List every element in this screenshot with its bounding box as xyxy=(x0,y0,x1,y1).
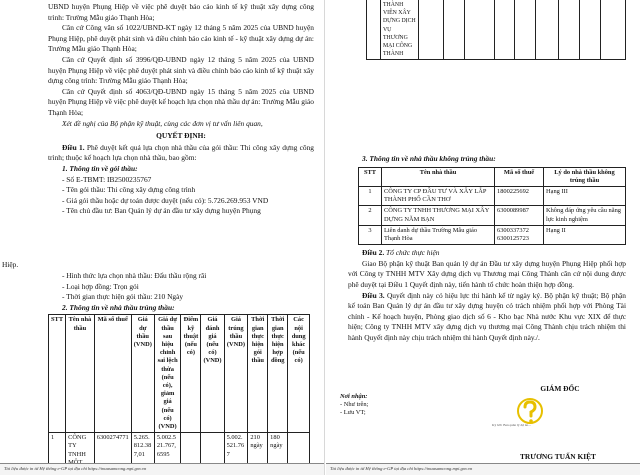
cell-time1: 210 ngày xyxy=(248,433,268,469)
th-reason: Lý do nhà thầu không trúng thầu xyxy=(544,167,626,186)
footer-right: Tài liệu được in từ Hệ thống e-GP tại địa chỉ https://muasamcong.mpi.gov.vn xyxy=(326,463,640,475)
info-line: - Giá gói thầu hoặc dự toán được duyệt (nếu có): 5.726.269.953 VND xyxy=(62,195,269,205)
dieu2-text: Giao Bộ phận kỹ thuật Ban quản lý dự án Đầu tư xây dựng huyện Phụng Hiệp phối hợp với Công ty TNHH MTV Xây dựng dịch vụ Thương mại Công Thành căn cứ nội dung được phê duyệt tại Điều 1 Quyết định này, tiến hành tổ chức hoàn thiện hợp đồng. xyxy=(348,258,626,289)
cell-blank xyxy=(514,0,535,60)
dieu2-title: Tổ chức thực hiện xyxy=(386,248,440,258)
left-body xyxy=(48,2,314,217)
cell-tax: 1800225692 xyxy=(495,187,544,206)
info-continuation: Hiệp. xyxy=(2,260,19,269)
dieu3-label: Điều 3. xyxy=(362,290,385,300)
table-header-row xyxy=(49,315,310,433)
intro-line-3: Căn cứ Quyết định số 4063/QĐ-UBND ngày 15 tháng 5 năm 2025 của UBND huyện Phụng Hiệp về việc phê duyệt kế hoạch lựa chọn nhà thầu dự án: Trường Mẫu giáo Thạnh Hòa; xyxy=(48,86,314,117)
document-page-right xyxy=(326,0,640,475)
dieu1 xyxy=(48,143,314,164)
dieu1-text: Phê duyệt kết quả lựa chọn nhà thầu của gói thầu: Thi công xây dựng công trình; thuộc kế hoạch lựa chọn nhà thầu, bao gồm: xyxy=(48,142,314,163)
cell-blank xyxy=(443,0,464,60)
th-name: Tên nhà thầu xyxy=(382,167,495,186)
cell-blank xyxy=(465,0,495,60)
dieu2 xyxy=(348,248,626,259)
winner-table xyxy=(48,314,310,469)
th-score: Điểm kỹ thuật (nếu có) xyxy=(181,315,201,433)
cell-stt: 1 xyxy=(359,187,382,206)
cell-time2: 180 ngày xyxy=(268,433,288,469)
loser-table xyxy=(358,167,626,246)
info-line: - Số E-TBMT: IB2500235767 xyxy=(62,174,152,184)
th-stt: STT xyxy=(49,315,66,433)
th-tax: Mã số thuế xyxy=(94,315,131,433)
cell-blank xyxy=(535,0,558,60)
th-other: Các nội dung khác (nếu có) xyxy=(288,315,310,433)
intro-line-0: UBND huyện Phụng Hiệp về việc phê duyệt báo cáo kinh tế kỹ thuật xây dựng công trình: Trường Mẫu giáo Thạnh Hòa; xyxy=(48,2,314,22)
cell-blank xyxy=(419,0,444,60)
section1-title: 1. Thông tin về gói thầu: xyxy=(62,163,138,173)
th-time1: Thời gian thực hiện gói thầu xyxy=(248,315,268,433)
cell-blank xyxy=(558,0,579,60)
recipient-item: - Như trên; xyxy=(340,401,369,408)
cell-tax: 6300274771 xyxy=(94,433,131,469)
cell-reason: Hạng II xyxy=(544,225,626,244)
signature-question-icon xyxy=(492,397,554,437)
cell-adjusted: 5.002.521.767,6595 xyxy=(154,433,181,469)
decision-heading: QUYẾT ĐỊNH: xyxy=(156,131,206,141)
left-body-2 xyxy=(48,271,314,469)
intro-line-1: Căn cứ Công văn số 1022/UBND-KT ngày 12 tháng 5 năm 2025 của UBND huyện Phụng Hiệp, phê duyệt phát sinh và điều chỉnh báo cáo kinh tế - kỹ thuật xây dựng dự án: Trường Mẫu giáo Thạnh Hòa; xyxy=(48,23,314,54)
info-line: - Loại hợp đồng: Trọn gói xyxy=(62,281,139,291)
cell-win: 5.002.521.767 xyxy=(224,433,248,469)
cell-name: CÔNG TY TNHH THƯƠNG MẠI XÂY DỰNG NĂM BẠN xyxy=(382,206,495,225)
table-row xyxy=(367,0,626,60)
footer-left: Tài liệu được in từ Hệ thống e-GP tại địa chỉ https://muasamcong.mpi.gov.vn xyxy=(0,463,324,475)
th-name: Tên nhà thầu xyxy=(66,315,95,433)
winner-table-continued xyxy=(366,0,626,60)
recipients-label: Nơi nhận: xyxy=(340,393,368,400)
cell-name: CÔNG TY TNHH xyxy=(66,433,95,469)
recipient-item: - Lưu VT; xyxy=(340,409,366,416)
cell-stt: 3 xyxy=(359,225,382,244)
th-stt: STT xyxy=(359,167,382,186)
cell-name: CÔNG TY CP ĐẦU TƯ VÀ XÂY LẮP THÀNH PHỐ CẦN THƠ xyxy=(382,187,495,206)
info-line: - Thời gian thực hiện gói thầu: 210 Ngày xyxy=(62,292,184,302)
recipients xyxy=(340,393,450,417)
dieu3-text: Quyết định này có hiệu lực thi hành kể từ ngày ký. Bộ phận kỹ thuật; Bộ phận kế toán Ban Quản lý dự án đầu tư xây dựng huyện có trách nhiệm phối hợp với Phòng Tài chính - Kế hoạch huyện, Phòng giao dịch số 6 - Kho bạc Nhà nước Khu vực XIX để thực hiện; Công ty TNHH MTV xây dựng dịch vụ thương mại Công Thành chịu trách nhiệm thi hành Quyết định này chịu trách nhiệm thi hành Quyết định này./. xyxy=(348,290,626,342)
cell-bid: 5.265.812.387,01 xyxy=(131,433,154,469)
table-row xyxy=(359,187,626,206)
th-eval: Giá đánh giá (nếu có) (VND) xyxy=(201,315,224,433)
intro-line-2: Căn cứ Quyết định số 3996/QĐ-UBND ngày 12 tháng 5 năm 2025 của UBND huyện Phụng Hiệp về việc phê duyệt phát sinh và điều chỉnh báo cáo kinh tế kỹ thuật xây dựng công trình: Trường Mẫu giáo Thạnh Hòa; xyxy=(48,54,314,86)
cell-blank xyxy=(495,0,514,60)
cell-blank xyxy=(367,0,381,60)
th-time2: Thời gian thực hiện hợp đồng xyxy=(268,315,288,433)
signer-title: GIÁM ĐỐC xyxy=(540,384,580,393)
dieu1-label: Điều 1. xyxy=(62,142,85,152)
cell-tax: 6300337372 6300125723 xyxy=(495,225,544,244)
table-row xyxy=(359,206,626,225)
info-line: - Hình thức lựa chọn nhà thầu: Đấu thầu rộng rãi xyxy=(62,271,207,280)
cell-reason: Hạng III xyxy=(544,187,626,206)
cell-blank xyxy=(601,0,626,60)
dieu2-label: Điều 2. xyxy=(362,248,385,258)
right-body xyxy=(348,154,626,344)
cell-stt: 1 xyxy=(49,433,66,469)
info-line: - Tên gói thầu: Thi công xây dựng công trình xyxy=(62,185,196,195)
th-tax: Mã số thuế xyxy=(495,167,544,186)
th-bid: Giá dự thầu (VND) xyxy=(131,315,154,433)
th-adjusted: Giá dự thầu sau hiệu chỉnh sai lệch thừa (nếu có), giảm giá (nếu có) (VND) xyxy=(154,315,181,433)
table-header-row xyxy=(359,167,626,186)
section2-title: 2. Thông tin về nhà thầu trúng thầu: xyxy=(62,302,175,312)
th-win: Giá trúng thầu (VND) xyxy=(224,315,248,433)
digital-signature-seal xyxy=(492,397,554,437)
info-line: - Tên chủ đầu tư: Ban Quản lý dự án đầu tư xây dựng huyện Phụng xyxy=(62,206,261,216)
dieu3 xyxy=(348,291,626,344)
section3-title: 3. Thông tin về nhà thầu không trúng thầu: xyxy=(362,154,496,163)
cell-tax: 6300089987 xyxy=(495,206,544,225)
signer-name: TRƯƠNG TUẤN KIỆT xyxy=(520,452,596,461)
intro-line-4: Xét đề nghị của Bộ phận kỹ thuật, cùng các đơn vị tư vấn liên quan, xyxy=(62,118,263,128)
cell-blank xyxy=(579,0,600,60)
cell-stt: 2 xyxy=(359,206,382,225)
seal-text: Ký bởi: Ban quản lý dự án... xyxy=(492,423,531,427)
cell-name: Liên danh dự thầu Trường Mẫu giáo Thạnh Hòa xyxy=(382,225,495,244)
cell-reason: Không đáp ứng yêu cầu năng lực kinh nghiệm xyxy=(544,206,626,225)
cell-name-cont: THÀNH VIÊN XÂY DỰNG DỊCH VỤ THƯƠNG MẠI CÔNG THÀNH xyxy=(380,0,418,60)
table-row xyxy=(359,225,626,244)
